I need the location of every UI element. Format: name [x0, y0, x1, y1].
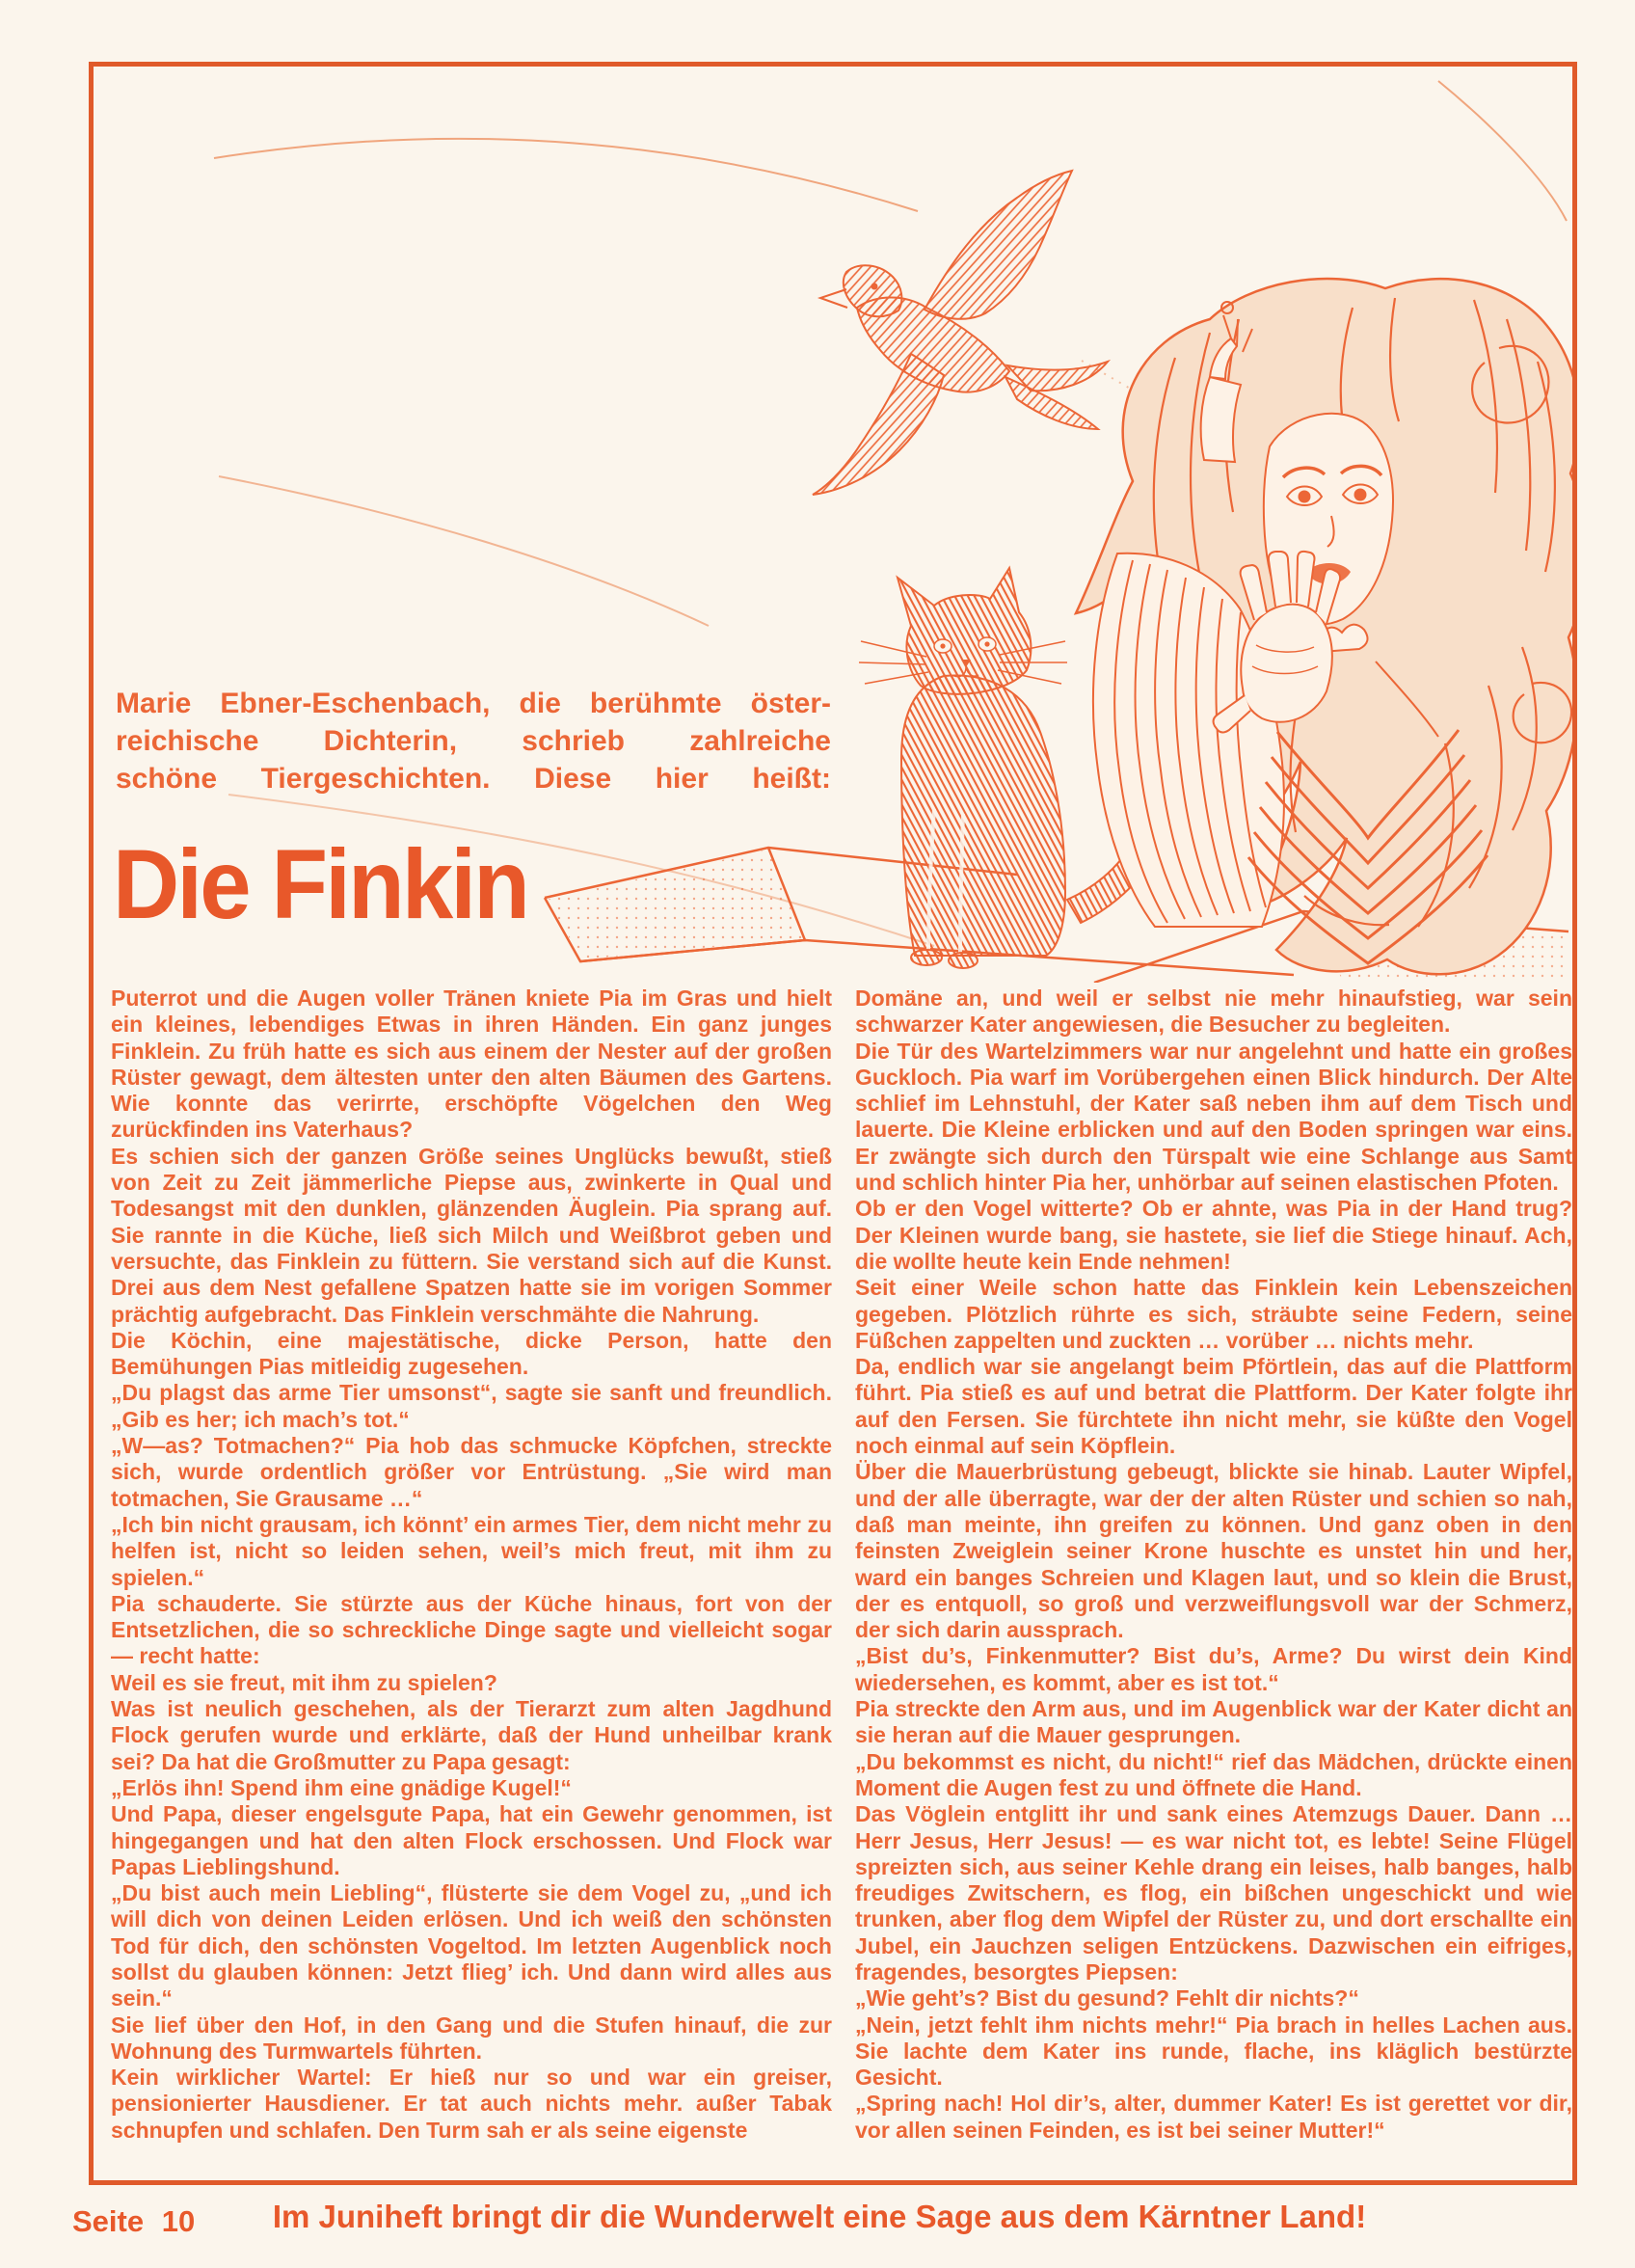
story-paragraph: Es schien sich der ganzen Größe seines Unglücks bewußt, stieß von Zeit zu Zeit jämmerliche Piepse aus, zwinkerte in Qual und Todesangst mit den dunklen, glänzenden Äuglein. Pia sprang auf. Sie rannte in die Küche, ließ sich Milch und Weißbrot geben und versuchte, das Finklein zu füttern. Sie verstand sich auf die Kunst. Drei aus dem Nest gefallene Spatzen hatte sie im vorigen Sommer prächtig aufgebracht. Das Finklein verschmähte die Nahrung. [111, 1143, 832, 1327]
story-paragraph: „Bist du’s, Finkenmutter? Bist du’s, Arme? Du wirst dein Kind wiedersehen, es kommt, aber es ist tot.“ [855, 1643, 1572, 1695]
story-paragraph: „Nein, jetzt fehlt ihm nichts mehr!“ Pia brach in helles Lachen aus. Sie lachte dem Kater ins runde, flache, ins kläglich bestürzte Gesicht. [855, 2012, 1572, 2091]
story-paragraph: Kein wirklicher Wartel: Er hieß nur so und war ein greiser, pensionierter Hausdiener. Er tat auch nichts mehr. außer Tabak schnupfen und schlafen. Den Turm sah er als seine eigenste [111, 2065, 832, 2143]
story-right-column [855, 986, 1572, 2181]
story-paragraph: Puterrot und die Augen voller Tränen kniete Pia im Gras und hielt ein kleines, lebendiges Etwas in ihren Händen. Ein ganz junges Finklein. Zu früh hatte es sich aus einem der Nester auf der großen Rüster gewagt, dem ältesten unter den alten Bäumen des Gartens. Wie konnte das verirrte, erschöpfte Vögelchen den Weg zurückfinden ins Vaterhaus? [111, 986, 832, 1143]
page-number: Seite 10 [72, 2204, 196, 2238]
striped-sleeve [1093, 554, 1284, 927]
intro-line: reichische Dichterin, schrieb zahlreiche [116, 725, 831, 757]
story-paragraph: Die Tür des Wartelzimmers war nur angelehnt und hatte ein großes Guckloch. Pia warf im Vorübergehen einen Blick hindurch. Der Alte schlief im Lehnstuhl, der Kater saß neben ihm auf dem Tisch und lauerte. Die Kleine erblicken und auf den Boden springen war eins. Er zwängte sich durch den Türspalt wie eine Schlange aus Samt und schlich hinter Pia her, unhörbar auf seinen elastischen Pfoten. [855, 1038, 1572, 1196]
story-paragraph: Und Papa, dieser engelsgute Papa, hat ein Gewehr genommen, ist hingegangen und hat den alten Flock erschossen. Und Flock war Papas Lieblingshund. [111, 1801, 832, 1879]
open-palm-hand [1214, 552, 1341, 733]
page-footer [0, 2197, 1635, 2264]
intro-text [116, 685, 831, 797]
girl-illustration [1076, 279, 1572, 974]
story-paragraph: „Wie geht’s? Bist du gesund? Fehlt dir nichts?“ [855, 1985, 1359, 2012]
story-paragraph: Ob er den Vogel witterte? Ob er ahnte, was Pia in der Hand trug? Der Kleinen wurde bang, sie hastete, sie lief die Stiege hinauf. Ach, die wollte heute kein Ende nehmen! [855, 1196, 1572, 1274]
wind-swirl-lines [214, 81, 1567, 946]
story-paragraph: Über die Mauerbrüstung gebeugt, blickte sie hinab. Lauter Wipfel, und der alle überragte, war der der alten Rüster und schien so nah, daß man meinte, ihn greifen zu können. Und ganz oben in den feinsten Zweiglein seiner Krone huschte es unstet hin und her, ward ein banges Schreien und Klagen laut, und so klein die Brust, der es entquoll, so groß und verzweiflungsvoll war der Schmerz, der sich darin aussprach. [855, 1459, 1572, 1643]
story-paragraph: Seit einer Weile schon hatte das Finklein kein Lebenszeichen gegeben. Plötzlich rührte es sich, sträubte seine Federn, seine Füßchen zappelten und zuckten … vorüber … nichts mehr. [855, 1275, 1572, 1353]
story-paragraph: „Du plagst das arme Tier umsonst“, sagte sie sanft und freundlich. „Gib es her; ich mach’s tot.“ [111, 1380, 832, 1432]
collar-ruffle [1275, 625, 1368, 655]
story-paragraph: Pia streckte den Arm aus, und im Augenblick war der Kater dicht an sie heran auf die Mauer gesprungen. [855, 1696, 1572, 1748]
black-cat-illustration [859, 450, 1264, 968]
hair-curl-lines [1154, 298, 1571, 927]
story-paragraph: Weil es sie freut, mit ihm zu spielen? [111, 1669, 497, 1695]
stone-ledge-illustration [545, 848, 1568, 983]
story-left-column [111, 986, 832, 2181]
story-title: Die Finkin [113, 829, 527, 939]
story-paragraph: Was ist neulich geschehen, als der Tierarzt zum alten Jagdhund Flock gerufen wurde und erklärte, daß der Hund unheilbar krank sei? Da hat die Großmutter zu Papa gesagt: [111, 1696, 832, 1774]
story-paragraph: Da, endlich war sie angelangt beim Pförtlein, das auf die Plattform führt. Pia stieß es auf und betrat die Plattform. Der Kater folgte ihr auf den Fersen. Sie fürchtete ihn nicht mehr, sie küßte den Vogel noch einmal auf sein Köpflein. [855, 1354, 1572, 1459]
story-paragraph: „W—as? Totmachen?“ Pia hob das schmucke Köpfchen, streckte sich, wurde ordentlich größer vor Entrüstung. „Sie wird man totmachen, Sie Grausame …“ [111, 1433, 832, 1511]
story-paragraph: Die Köchin, eine majestätische, dicke Person, hatte den Bemühungen Pias mitleidig zugesehen. [111, 1327, 832, 1380]
story-paragraph: „Du bekommst es nicht, du nicht!“ rief das Mädchen, drückte einen Moment die Augen fest zu und öffnete die Hand. [855, 1748, 1572, 1800]
story-paragraph: „Du bist auch mein Liebling“, flüsterte sie dem Vogel zu, „und ich will dich von deinen Leiden erlösen. Und ich weiß den schönsten Tod für dich, den schönsten Vogeltod. Im letzten Augenblick noch sollst du glauben können: Jetzt flieg’ ich. Und dann wird alles aus sein.“ [111, 1880, 832, 2012]
page-border-frame [89, 62, 1577, 2185]
girl-face [1264, 414, 1393, 625]
story-paragraph: Domäne an, und weil er selbst nie mehr hinaufstieg, war sein schwarzer Kater angewiesen, die Besucher zu begleiten. [855, 986, 1572, 1038]
story-paragraph: „Erlös ihn! Spend ihm eine gnädige Kugel!“ [111, 1774, 572, 1800]
footer-banner: Im Juniheft bringt dir die Wunderwelt eine Sage aus dem Kärntner Land! [272, 2199, 1367, 2234]
raised-arm [1201, 377, 1241, 462]
story-paragraph: Pia schauderte. Sie stürzte aus der Küche hinaus, fort von der Entsetzlichen, die so schreckliche Dinge sagte und vielleicht sogar — recht hatte: [111, 1590, 832, 1669]
chevron-shawl [1248, 730, 1488, 963]
intro-line: Marie Ebner-Eschenbach, die berühmte öster- [116, 688, 831, 719]
story-paragraph: „Spring nach! Hol dir’s, alter, dummer Kater! Es ist gerettet vor dir, vor allen seinen Feinden, es ist bei seiner Mutter!“ [855, 2091, 1572, 2143]
story-paragraph: Sie lief über den Hof, in den Gang und die Stufen hinauf, die zur Wohnung des Turmwartels führten. [111, 2012, 832, 2064]
intro-line: schöne Tiergeschichten. Diese hier heißt: [116, 763, 831, 795]
story-paragraph: Das Vöglein entglitt ihr und sank eines Atemzugs Dauer. Dann … Herr Jesus, Herr Jesus! — es war nicht tot, es lebte! Seine Flügel spreizten sich, aus seiner Kehle drang ein leises, halb banges, halb freudiges Zwitschern, es flog, ein bißchen ungeschickt und wie trunken, aber flog dem Wipfel der Rüster zu, und dort erschallte ein Jubel, ein Jauchzen seligen Entzückens. Dazwischen ein eifriges, fragendes, besorgtes Piepsen: [855, 1801, 1572, 1984]
story-paragraph: „Ich bin nicht grausam, ich könnt’ ein armes Tier, dem nicht mehr zu helfen ist, nicht so leiden sehen, weil’s mich freut, mit ihm zu spielen.“ [111, 1511, 832, 1590]
finch-bird-icon [813, 171, 1108, 495]
sleeve-stripes [1114, 560, 1266, 923]
